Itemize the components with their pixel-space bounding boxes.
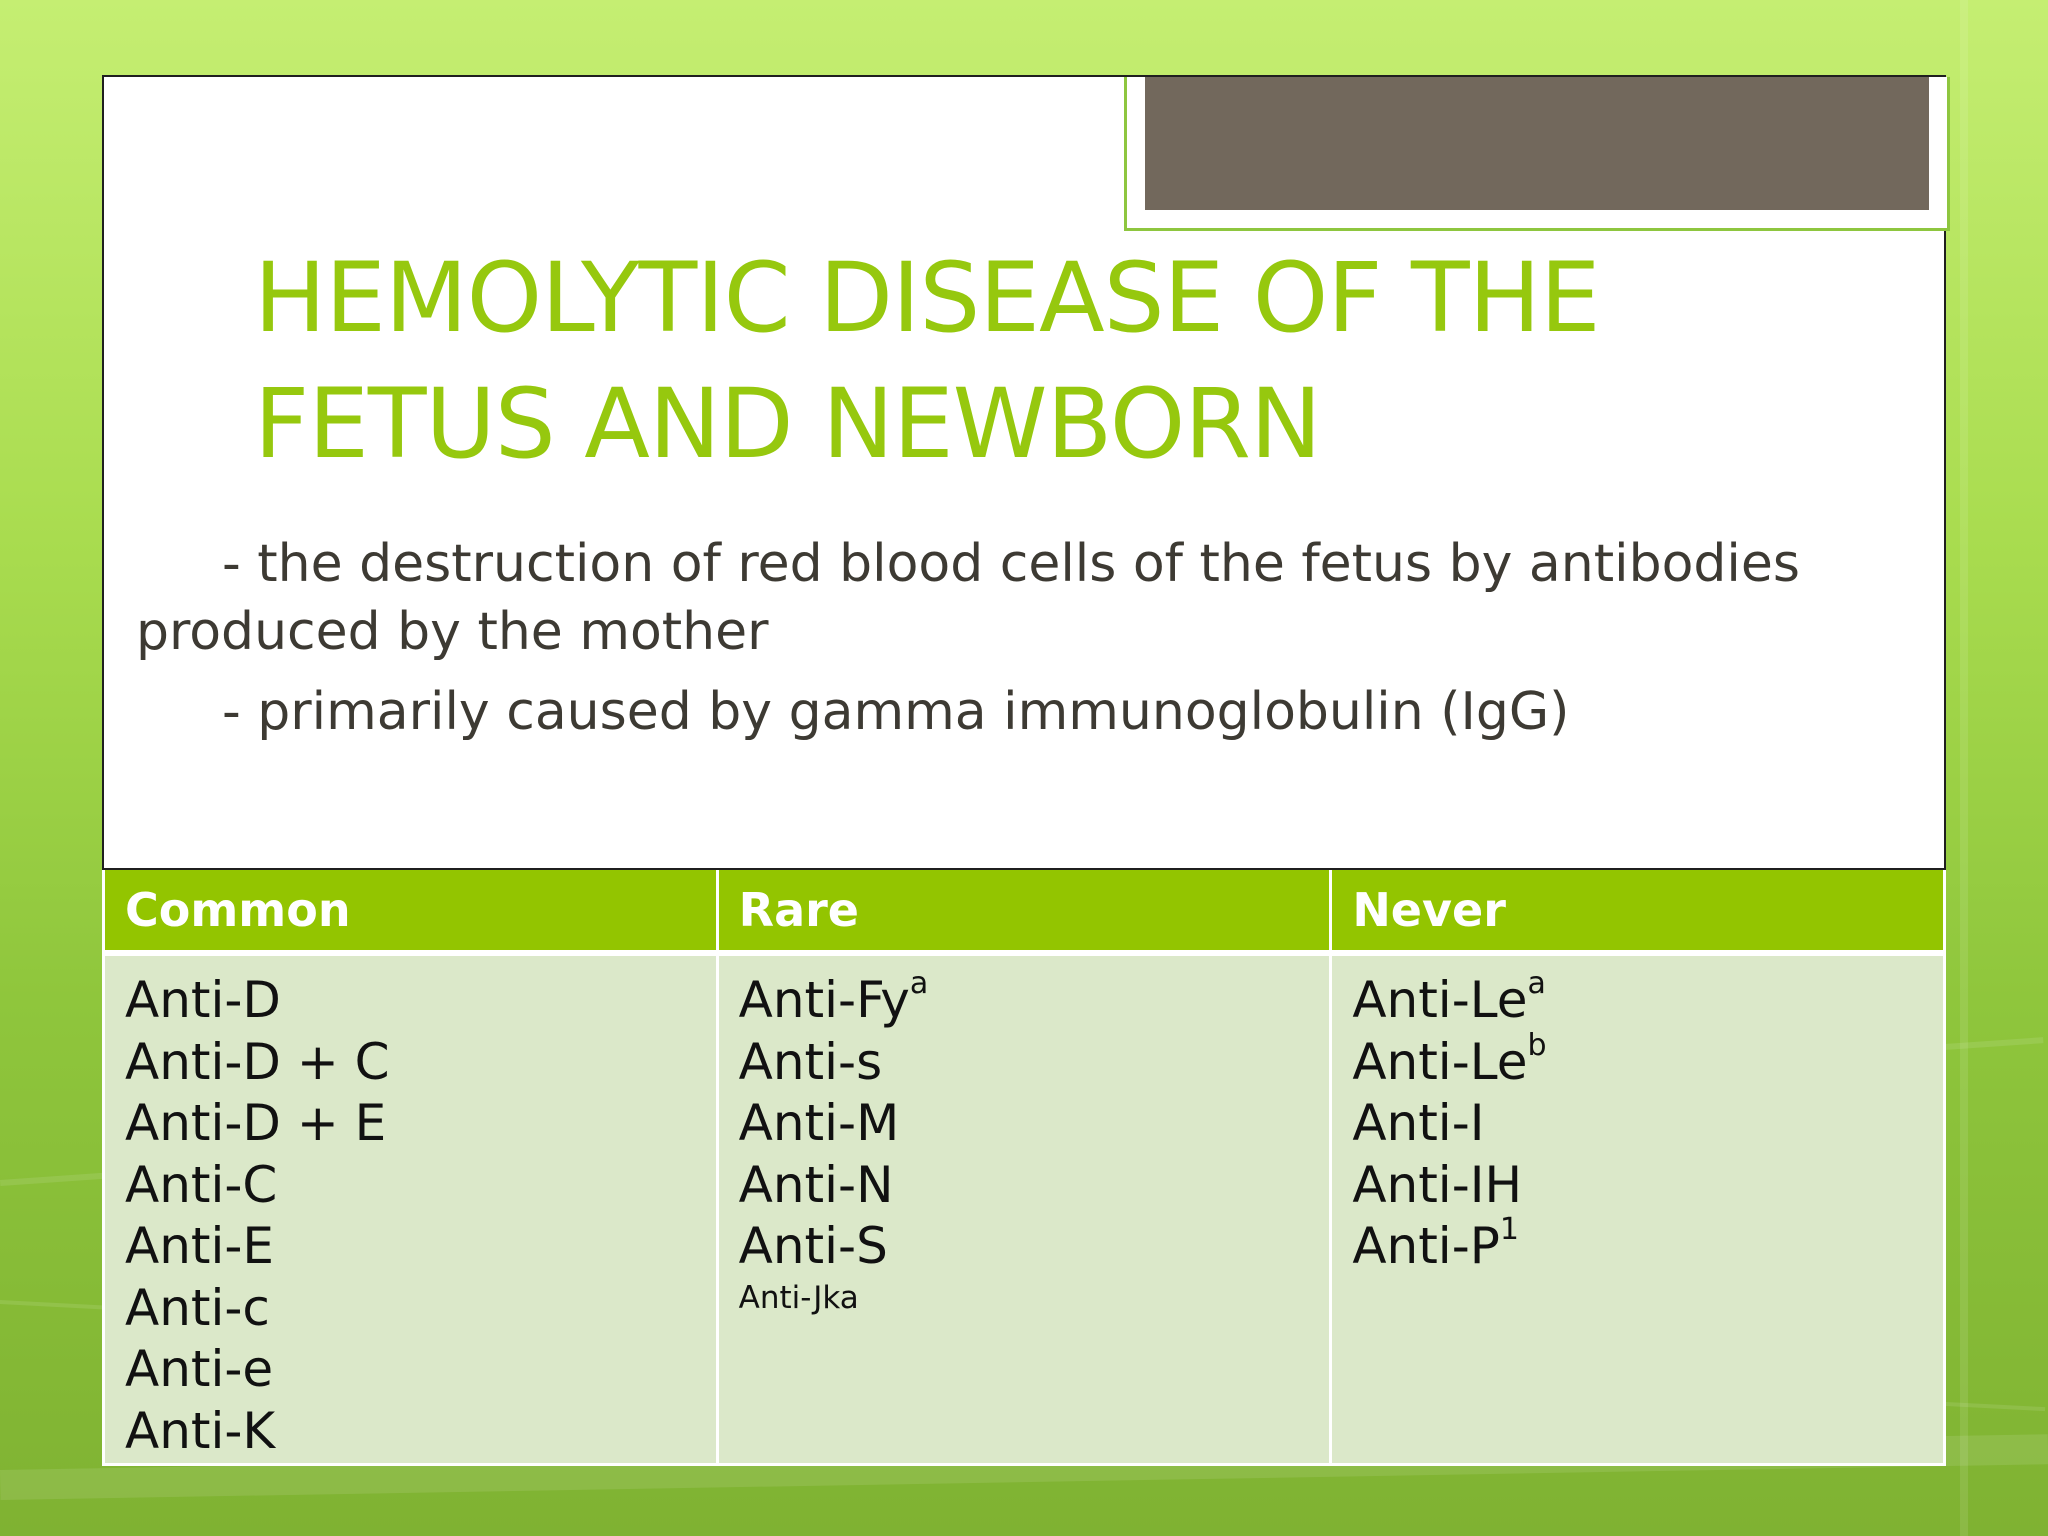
- antibody-name: Anti-S: [738, 1217, 888, 1275]
- antibody-item: [1352, 1093, 1923, 1155]
- antibody-name: Anti-c: [125, 1278, 270, 1337]
- antibody-name: Anti-Jka: [738, 1279, 859, 1316]
- title-tab-decoration: [1124, 77, 1950, 231]
- antibody-name: Anti-C: [125, 1155, 278, 1214]
- body-line: - the destruction of red blood cells of the fetus by antibodies: [222, 534, 1800, 594]
- antibody-name: Anti-Le: [1352, 971, 1528, 1029]
- antibody-table: [102, 870, 1946, 1466]
- antibody-list-rare: [738, 966, 1310, 1318]
- table-header-row: [104, 870, 1945, 953]
- antibody-item: [739, 1155, 1310, 1217]
- antibody-item: [125, 1401, 696, 1463]
- antibody-item: [738, 966, 1310, 1032]
- antibody-name: Anti-e: [125, 1340, 274, 1398]
- antibody-name: Anti-I: [1352, 1094, 1485, 1152]
- antibody-item: [125, 1339, 696, 1401]
- antibody-name: Anti-D + E: [125, 1094, 387, 1152]
- antibody-name: Anti-P: [1352, 1217, 1500, 1275]
- header-common: Common: [104, 870, 718, 953]
- antibody-list-never: [1352, 966, 1923, 1278]
- antibody-name: Anti-M: [738, 1094, 900, 1152]
- header-rare: Rare: [717, 870, 1331, 953]
- antibody-item: [1352, 1155, 1923, 1217]
- antibody-name: Anti-D + C: [125, 1032, 390, 1091]
- antibody-name: Anti-K: [125, 1401, 276, 1460]
- antibody-name: Anti-Le: [1352, 1032, 1528, 1091]
- antigen-superscript: 1: [1499, 1212, 1519, 1248]
- antigen-superscript: a: [1527, 966, 1546, 1002]
- body-line: produced by the mother: [136, 602, 769, 662]
- slide-title-line: HEMOLYTIC DISEASE OF THE: [254, 242, 1600, 354]
- antibody-item: [739, 1278, 1310, 1318]
- antibody-item: [739, 1093, 1310, 1155]
- antigen-superscript: a: [909, 966, 929, 1002]
- table-cell-never: [1331, 953, 1945, 1465]
- antibody-list-common: [125, 970, 696, 1462]
- antibody-item: [125, 1216, 696, 1278]
- antibody-name: Anti-N: [738, 1155, 894, 1214]
- title-tab-fill: [1145, 77, 1929, 210]
- antibody-item: [125, 1032, 696, 1094]
- antibody-name: Anti-Fy: [738, 971, 910, 1029]
- header-never: Never: [1331, 870, 1945, 953]
- table-cell-common: [104, 953, 718, 1465]
- antibody-name: Anti-IH: [1352, 1155, 1523, 1214]
- antibody-item: [1352, 1212, 1923, 1278]
- antibody-name: Anti-E: [125, 1217, 275, 1275]
- background-streak: [1960, 0, 1968, 1536]
- antibody-item: [739, 1216, 1310, 1278]
- table-row: [104, 953, 1945, 1465]
- antibody-item: [1352, 966, 1923, 1032]
- antibody-item: [125, 1278, 696, 1340]
- antigen-superscript: b: [1527, 1027, 1547, 1063]
- antibody-item: [125, 970, 696, 1032]
- slide-body-text: [136, 530, 1896, 746]
- body-line: - primarily caused by gamma immunoglobulin (IgG): [222, 682, 1570, 742]
- antibody-name: Anti-s: [738, 1032, 883, 1091]
- antibody-name: Anti-D: [125, 971, 281, 1029]
- antibody-item: [125, 1093, 696, 1155]
- slide-title: [254, 235, 1754, 487]
- table-cell-rare: [717, 953, 1331, 1465]
- antibody-item: [1352, 1027, 1923, 1094]
- antibody-item: [125, 1155, 696, 1217]
- slide-title-line: FETUS AND NEWBORN: [254, 368, 1321, 480]
- antibody-item: [739, 1032, 1310, 1094]
